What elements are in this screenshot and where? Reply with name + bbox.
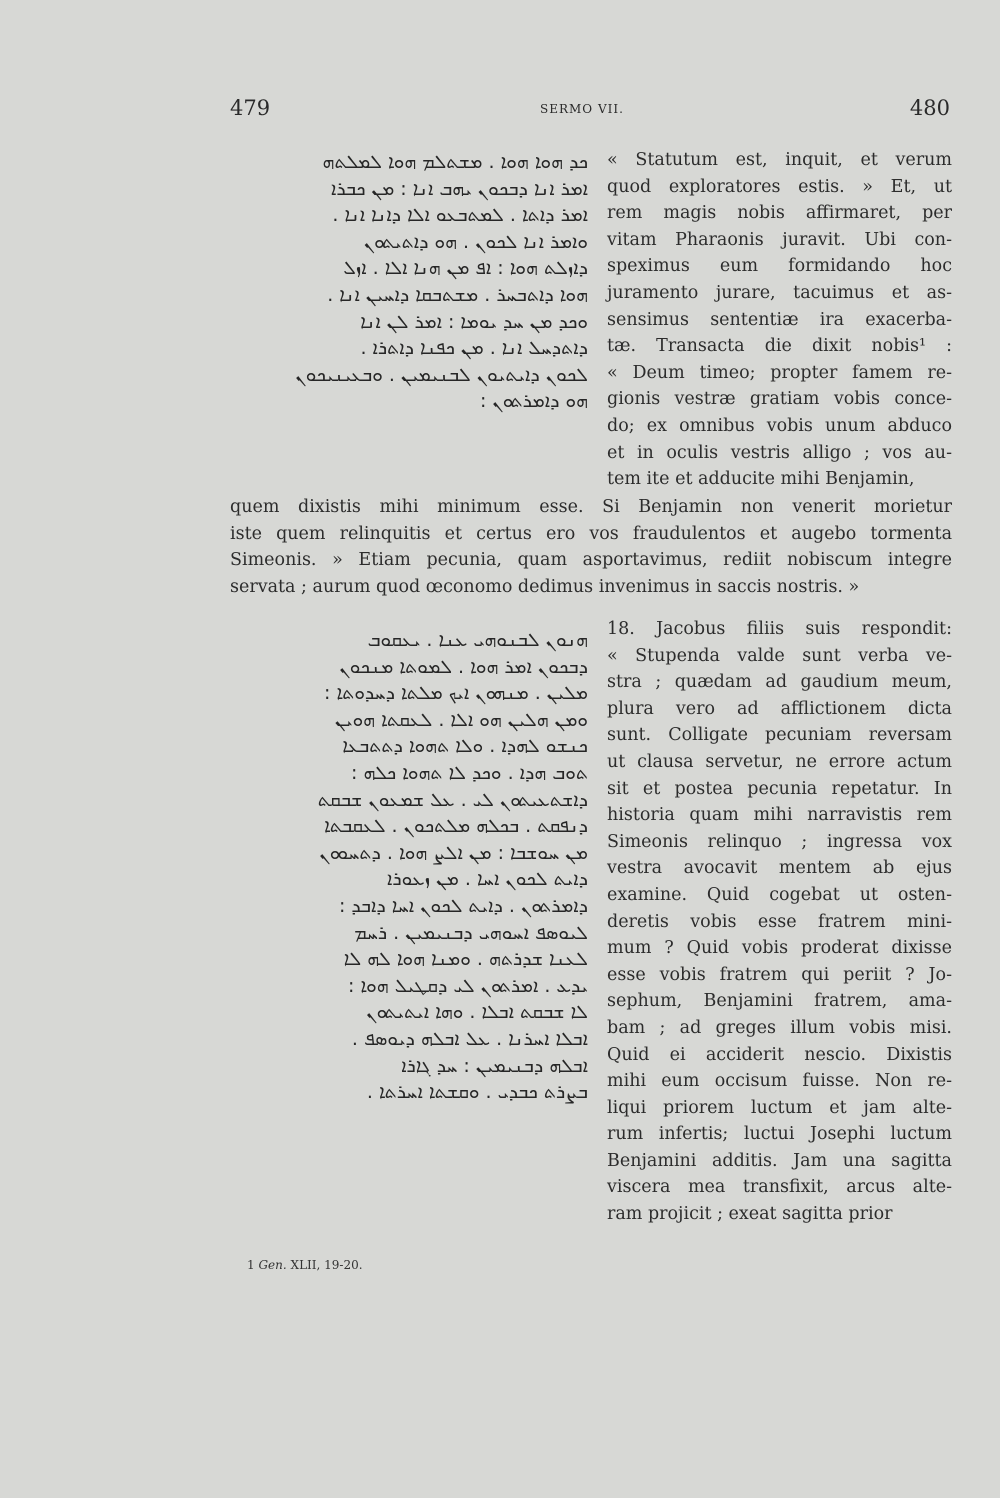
latin-line: liqui priorem luctum et jam alte- xyxy=(607,1097,952,1118)
latin-line: tem ite et adducite mihi Benjamin, xyxy=(607,469,915,490)
syriac-line: ܐܡܪ ܕܐܬܐ . ܠܡܬܒܥܘ ܐܠܐ ܕܐܢܐ ܐܢܐ . xyxy=(332,204,588,227)
syriac-column-1 xyxy=(230,149,588,415)
syriac-line: ܐܒܠܐ ܐܚܪܢܐ . ܥܠ ܐܒܠܗ ܕܝܘܣܦ . xyxy=(351,1027,588,1050)
latin-line: sit et postea pecunia repetatur. In xyxy=(607,778,952,799)
footnote-ref: Gen. xyxy=(258,1258,287,1272)
latin-line: ram projicit ; exeat sagitta prior xyxy=(607,1204,893,1225)
syriac-line: ܠܐ ܫܒܩܬ ܐܒܠܐ . ܘܗܐ ܐܝܬܝܬܘܢ xyxy=(366,1001,588,1024)
syriac-column-2 xyxy=(230,627,588,1106)
latin-line: mihi eum occisum fuisse. Non re- xyxy=(607,1071,952,1092)
syriac-line: ܘܐܡܪ ܐܢܐ ܠܟܘܢ . ܗܘ ܕܐܬܝܬܘܢ xyxy=(363,230,588,253)
latin-line: « Statutum est, inquit, et verum xyxy=(607,150,952,170)
latin-line: bam ; ad greges illum vobis misi. xyxy=(607,1017,952,1038)
latin-line: Benjamini additis. Jam una sagitta xyxy=(607,1150,952,1171)
syriac-line: ܡܢ ܚܘܫܒܐ : ܡܢ ܐܠܨ ܗܘܐ . ܕܬܚܘܘܢ xyxy=(319,841,588,864)
footnote xyxy=(247,1258,363,1272)
latin-line: 18. Jacobus filiis suis respondit: xyxy=(607,619,952,639)
syriac-line: ܘܟܕ ܡܢ ܚܕ ܝܘܡܐ : ܐܡܪ ܠܢ ܐܢܐ xyxy=(360,310,588,333)
latin-line: sunt. Colligate pecuniam reversam xyxy=(607,725,952,746)
syriac-line: ܗܘܐ ܕܐܬܒܚܪ . ܡܫܬܒܩܐ ܕܐܚܝܢ ܐܢܐ . xyxy=(327,283,588,306)
page-number-right: 480 xyxy=(909,96,950,120)
latin-column-2 xyxy=(607,616,952,1228)
syriac-line: ܡܠܝܢ . ܡܢܗܘܢ ܐܝܟ ܡܠܬܐ ܕܚܕܘܬܐ : xyxy=(324,682,588,705)
latin-line: quem dixistis mihi minimum esse. Si Benjamin non venerit morietur xyxy=(230,497,952,517)
syriac-line: ܐܒܠܗ ܕܒܢܝܡܝܢ : ܚܕ ܓܐܪܐ xyxy=(401,1054,588,1077)
latin-line: Simeonis. » Etiam pecunia, quam asportavimus, rediit nobiscum integre xyxy=(230,550,952,571)
latin-line: speximus eum formidando hoc xyxy=(607,256,952,277)
latin-line: Quid ei acciderit nescio. Dixistis xyxy=(607,1044,952,1065)
latin-line: deretis vobis esse fratrem mini- xyxy=(607,911,952,932)
latin-line: servata ; aurum quod œconomo dedimus invenimus in saccis nostris. » xyxy=(230,576,860,597)
syriac-line: ܠܝܘܣܦ ܐܚܘܗܝ ܕܒܢܝܡܝܢ . ܪܚܡ xyxy=(354,921,588,944)
latin-line: rem magis nobis affirmaret, per xyxy=(607,203,952,224)
syriac-line: ܕܒܟܘܢ ܐܡܪ ܗܘܐ . ܠܡܘܬܐ ܡܢܟܘܢ xyxy=(339,655,588,678)
syriac-line: ܝܕܥ . ܐܡܪܬܘܢ ܠܝ ܕܩܛܝܠ ܗܘܐ : xyxy=(348,974,588,997)
running-title: SERMO VII. xyxy=(540,102,624,116)
syriac-line: ܕܐܫܬܥܝܬܘܢ ܠܝ . ܥܠ ܫܡܥܘܢ ܫܒܩܬ xyxy=(317,788,588,811)
page-header xyxy=(230,96,950,126)
latin-column-1 xyxy=(607,147,952,493)
syriac-line: ܟܕ ܗܘܐ ܗܘܐ . ܡܫܬܠܡ ܗܘܐ ܠܡܠܬܗ xyxy=(322,151,588,173)
latin-line: et in oculis vestris alligo ; vos au- xyxy=(607,442,952,463)
latin-line: historia quam mihi narravistis rem xyxy=(607,805,952,826)
latin-line: esse vobis fratrem qui periit ? Jo- xyxy=(607,964,952,985)
latin-line: ut clausa servetur, ne errore actum xyxy=(607,751,952,772)
syriac-line: ܕܐܝܬ ܠܟܘܢ ܐܚܐ . ܡܢ ܙܥܘܪܐ xyxy=(387,868,588,891)
syriac-line: ܕܢܦܩܬ . ܒܟܠܗ ܡܠܬܟܘܢ . ܠܥܩܒܬܐ xyxy=(324,815,588,838)
syriac-line: ܠܟܘܢ ܕܐܝܬܝܘܢ ܠܒܢܝܡܝܢ . ܘܒܥܝܢܝܟܘܢ xyxy=(295,363,588,386)
latin-line: examine. Quid cogebat ut osten- xyxy=(607,884,952,905)
latin-line: vitam Pharaonis juravit. Ubi con- xyxy=(607,229,952,250)
syriac-line: ܗܘ ܕܐܡܪܬܘܢ : xyxy=(479,390,588,413)
syriac-line: ܠܥܢܐ ܫܕܪܬܗ . ܘܡܢܐ ܗܘܐ ܠܗ ܠܐ xyxy=(343,948,588,971)
syriac-line: ܕܐܡܪܬܘܢ . ܕܐܝܬ ܠܟܘܢ ܐܚܐ ܕܐܒܕ : xyxy=(338,894,588,917)
latin-line: Simeonis relinquo ; ingressa vox xyxy=(607,831,952,852)
latin-line: « Deum timeo; propter famem re- xyxy=(607,362,952,383)
syriac-line: ܬܘܒ ܗܕܐ . ܘܟܕ ܠܐ ܬܗܘܐ ܟܠܗ : xyxy=(351,761,588,784)
syriac-line: ܗܢܘܢ ܠܒܢܘܗܝ ܥܢܐ . ܝܥܩܘܒ xyxy=(367,629,588,651)
syriac-line: ܕܐܬܕܚܠ ܐܢܐ . ܡܢ ܟܦܢܐ ܕܐܬܪܐ . xyxy=(360,337,588,360)
latin-line: « Stupenda valde sunt verba ve- xyxy=(607,645,952,666)
latin-line: juramento jurare, tacuimus et as- xyxy=(607,282,952,303)
latin-line: gionis vestræ gratiam vobis conce- xyxy=(607,389,952,410)
latin-line: mum ? Quid vobis proderat dixisse xyxy=(607,938,952,959)
syriac-line: ܒܨܪܬ ܟܒܕܝ . ܘܩܫܬܐ ܐܚܪܬܐ . xyxy=(366,1081,588,1104)
latin-line: plura vero ad afflictionem dicta xyxy=(607,698,952,719)
latin-line: stra ; quædam ad gaudium meum, xyxy=(607,672,952,693)
latin-line: viscera mea transfixit, arcus alte- xyxy=(607,1177,952,1198)
page-number-left: 479 xyxy=(230,96,271,120)
footnote-text: XLII, 19-20. xyxy=(290,1258,363,1272)
latin-line: sensimus sententiæ ira exacerba- xyxy=(607,309,952,330)
latin-line: vestra avocavit mentem ab ejus xyxy=(607,858,952,879)
latin-line: do; ex omnibus vobis unum abduco xyxy=(607,415,952,436)
latin-line: tæ. Transacta die dixit nobis¹ : xyxy=(607,336,952,357)
latin-line: sephum, Benjamini fratrem, ama- xyxy=(607,991,952,1012)
latin-line: rum infertis; luctui Josephi luctum xyxy=(607,1124,952,1145)
latin-line: iste quem relinquitis et certus ero vos fraudulentos et augebo tormenta xyxy=(230,523,952,544)
syriac-line: ܟܢܫܘ ܠܗܕܐ . ܘܠܐ ܬܗܘܐ ܕܬܬܒܥܐ xyxy=(342,735,588,758)
syriac-line: ܕܐܙܠܬ ܗܘܐ : ܐܦ ܡܢ ܗܢܐ ܐܠܐ . ܐܙܠ xyxy=(343,257,588,280)
latin-full-width xyxy=(230,494,952,600)
latin-line: quod exploratores estis. » Et, ut xyxy=(607,176,952,197)
syriac-line: ܘܡܢ ܗܠܝܢ ܗܘ ܐܠܐ . ܠܥܩܬܐ ܗܘܝܢ xyxy=(335,708,588,731)
footnote-marker: 1 xyxy=(247,1258,255,1272)
syriac-line: ܐܡܪ ܐܢܐ ܕܒܟܘܢ ܝܗܒ ܐܢܐ : ܡܢ ܟܒܪܐ xyxy=(331,177,588,200)
